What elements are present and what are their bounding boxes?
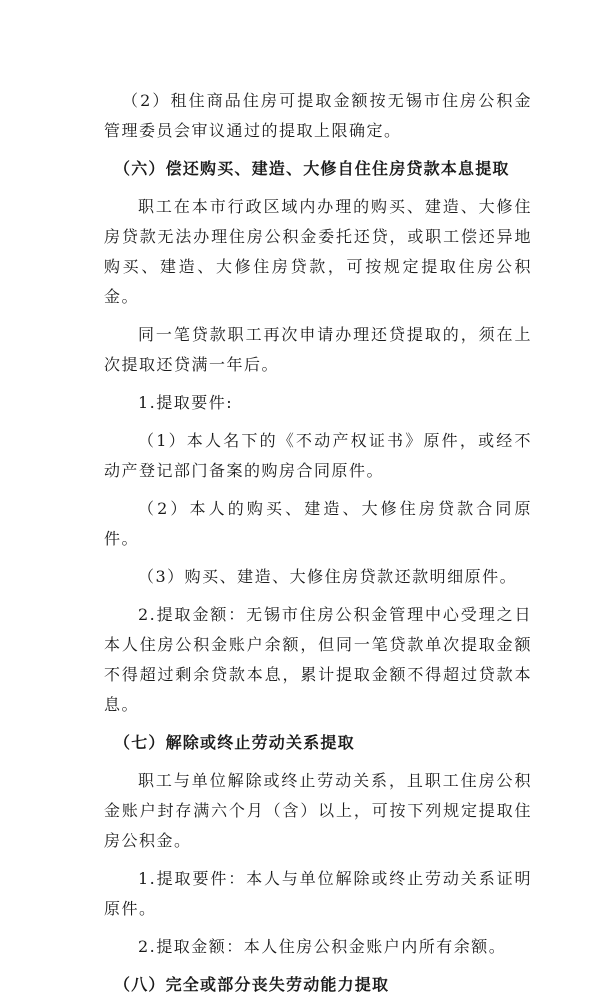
heading-section-6: （六）偿还购买、建造、大修自住住房贷款本息提取	[114, 159, 510, 178]
paragraph-requirement-3: （3）购买、建造、大修住房贷款还款明细原件。	[138, 567, 518, 586]
paragraph-termination-amount: 2.提取金额：本人住房公积金账户内所有余额。	[138, 937, 507, 956]
paragraph-labor-termination-intro: 职工与单位解除或终止劳动关系，且职工住房公积金账户封存满六个月（含）以上，可按下列规定提取住房公积金。	[104, 771, 532, 850]
paragraph-loan-repayment-intro: 职工在本市行政区域内办理的购买、建造、大修住房贷款无法办理住房公积金委托还贷，或职工偿还异地购买、建造、大修住房贷款，可按规定提取住房公积金。	[104, 197, 532, 306]
paragraph-requirements-heading: 1.提取要件:	[138, 393, 234, 412]
paragraph-requirement-1: （1）本人名下的《不动产权证书》原件，或经不动产登记部门备案的购房合同原件。	[104, 431, 532, 480]
paragraph-termination-requirement: 1.提取要件：本人与单位解除或终止劳动关系证明原件。	[104, 869, 532, 918]
paragraph-repeat-application: 同一笔贷款职工再次申请办理还贷提取的，须在上次提取还贷满一年后。	[104, 325, 532, 374]
heading-section-7: （七）解除或终止劳动关系提取	[114, 733, 355, 752]
paragraph-requirement-2: （2）本人的购买、建造、大修住房贷款合同原件。	[104, 499, 532, 548]
paragraph-rental-withdrawal-limit: （2）租住商品住房可提取金额按无锡市住房公积金管理委员会审议通过的提取上限确定。	[104, 91, 532, 140]
heading-section-8: （八）完全或部分丧失劳动能力提取	[114, 975, 390, 994]
paragraph-withdrawal-amount: 2.提取金额：无锡市住房公积金管理中心受理之日本人住房公积金账户余额，但同一笔贷款单次提取金额不得超过剩余贷款本息，累计提取金额不得超过贷款本息。	[104, 605, 532, 714]
